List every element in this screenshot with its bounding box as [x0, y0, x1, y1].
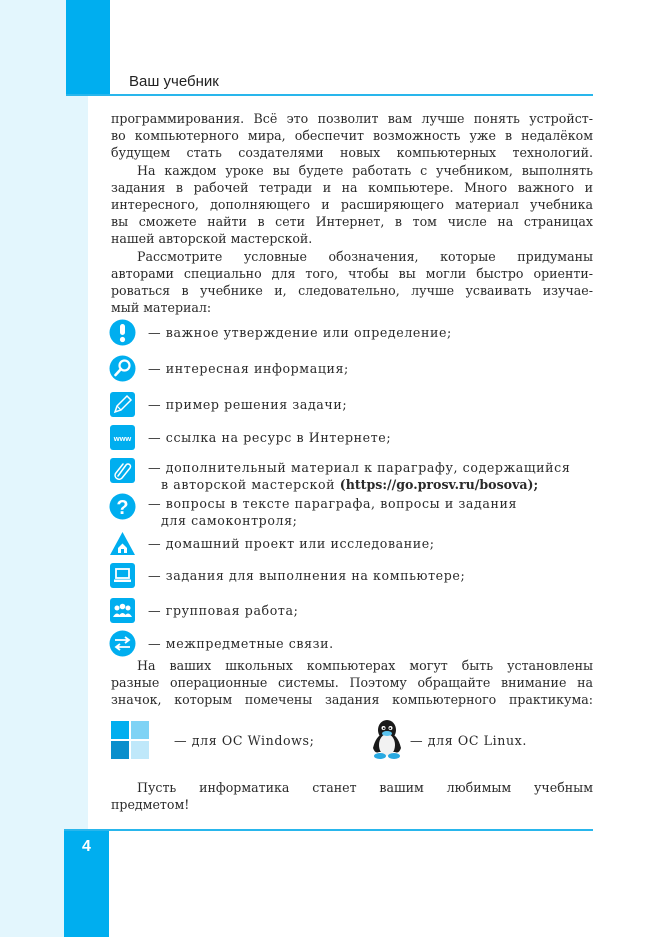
text-line: во компьютерного мира, обеспечит возможность уже в недалёком [111, 128, 593, 144]
legend-text: — пример решения задачи; [148, 397, 348, 412]
legend-text: — интересная информация; [148, 361, 349, 376]
legend-text [148, 457, 570, 493]
legend-item [109, 424, 391, 451]
footer-area [109, 831, 650, 937]
legend-item [109, 493, 517, 529]
legend-text-part: в авторской мастерской [161, 477, 340, 492]
legend-text [148, 493, 517, 529]
question-icon [109, 493, 136, 520]
paperclip-icon [109, 457, 136, 484]
legend-text-line2 [148, 476, 570, 493]
text-line: Пусть информатика станет вашим любимым учебным [137, 780, 593, 795]
home-project-icon [109, 530, 136, 557]
margin-band [0, 0, 88, 937]
legend-item [109, 319, 452, 346]
text-line: мый материал: [111, 300, 212, 316]
os-markers [111, 718, 593, 762]
legend-item [109, 391, 347, 418]
running-title: Ваш учебник [129, 73, 219, 90]
legend-text: — домашний проект или исследование; [148, 536, 435, 551]
text-line: программирования. Всё это позволит вам лучше понять устройст- [111, 111, 593, 126]
legend-text: — ссылка на ресурс в Интернете; [148, 430, 392, 445]
text-line: авторами специально для того, чтобы вы могли быстро ориенти- [111, 265, 593, 281]
magnifier-icon [109, 355, 136, 382]
text-line: роваться в учебнике и, следовательно, лучше усваивать изучае- [111, 283, 593, 299]
legend-text: — важное утверждение или определение; [148, 325, 452, 340]
exclamation-icon [109, 319, 136, 346]
text-line: задания в рабочей тетради и на компьютере. Много важного и [111, 179, 593, 195]
group-icon [109, 597, 136, 624]
text-line: вы сможете найти в сети Интернет, в том числе на страницах [111, 214, 593, 230]
legend-text: — задания для выполнения на компьютере; [148, 568, 466, 583]
linux-penguin-icon [369, 718, 405, 760]
windows-label: — для ОС Windows; [174, 733, 315, 748]
text-line: На каждом уроке вы будете работать с учебником, выполнять [137, 162, 593, 178]
intro-text [111, 110, 593, 316]
closing-text [111, 779, 593, 813]
windows-icon [111, 721, 149, 759]
computer-icon [109, 562, 136, 589]
www-icon [109, 424, 136, 451]
text-line: разные операционные системы. Поэтому обращайте внимание на [111, 675, 593, 691]
svg-text:?: ? [116, 497, 129, 519]
footer-rule [64, 829, 593, 831]
os-intro-text [111, 657, 593, 709]
legend-text: — групповая работа; [148, 603, 299, 618]
text-line: нашей авторской мастерской. [111, 231, 313, 247]
text-line: интересного, дополняющего и расширяющего материал учебника [111, 197, 593, 213]
legend-item [109, 457, 570, 493]
legend-item [109, 597, 298, 624]
legend-text-line1: — вопросы в тексте параграфа, вопросы и задания [148, 496, 518, 511]
svg-text:www: www [113, 434, 132, 443]
arrows-exchange-icon [109, 630, 136, 657]
linux-label: — для ОС Linux. [410, 733, 527, 748]
page-number: 4 [82, 838, 91, 855]
legend-text-line1: — дополнительный материал к параграфу, содержащийся [148, 460, 571, 475]
legend-text: — межпредметные связи. [148, 636, 334, 651]
text-line: будущем стать создателями новых компьютерных технологий. [111, 145, 593, 161]
pencil-icon [109, 391, 136, 418]
text-line: предметом! [111, 797, 190, 813]
legend-item [109, 562, 465, 589]
text-line: значок, которым помечены задания компьютерного практикума: [111, 692, 593, 708]
legend-text-line2: для самоконтроля; [161, 513, 298, 528]
legend-item [109, 530, 435, 557]
legend-item [109, 630, 334, 657]
bosova-link[interactable]: (https://go.prosv.ru/bosova); [339, 477, 539, 492]
header-rule [66, 94, 593, 96]
legend-item [109, 355, 349, 382]
header-accent-bar [66, 0, 110, 96]
text-line: Рассмотрите условные обозначения, которые придуманы [137, 248, 593, 264]
text-line: На ваших школьных компьютерах могут быть установлены [137, 658, 593, 673]
